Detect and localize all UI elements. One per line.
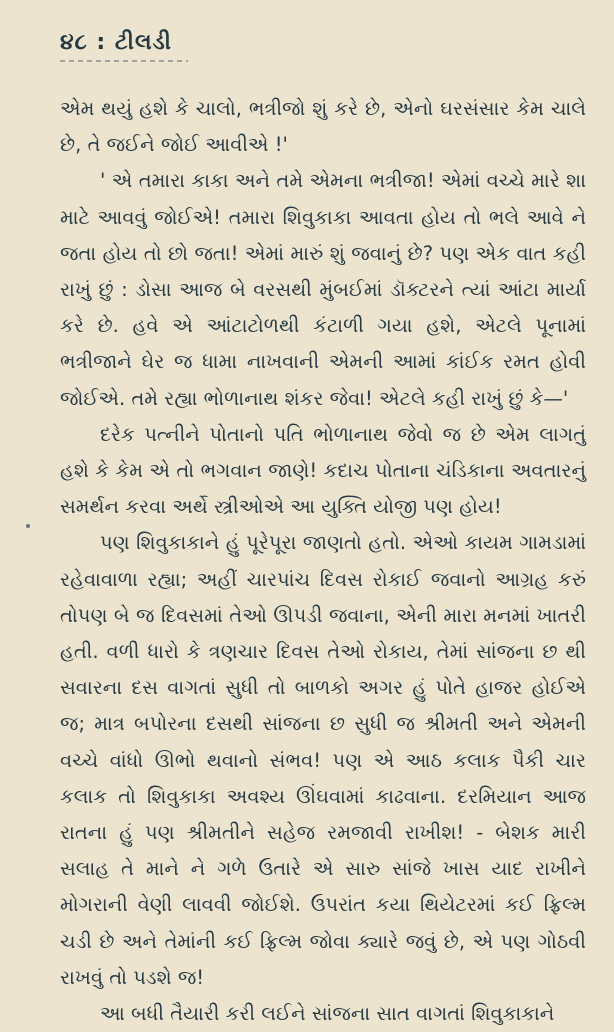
wavy-rule-ornament — [60, 57, 188, 65]
paragraph-dialogue: ' એ તમારા કાકા અને તમે એમના ભત્રીજા! એમાં વચ્ચે મારે શા માટે આવવું જોઈએ! તમારા શિવુકાકા આવતા હોય તો ભલે આવે ને જતા હોય તો છો જતા! એમાં મારું શું જવાનું છે? પણ એક વાત કહી રાખું છું : ડોસા આજ બે વરસથી મુંબઈમાં ડૉક્ટરને ત્યાં આંટા માર્યા કરે છે. હવે એ આંટાટોળથી કંટાળી ગયા હશે, એટલે પૂનામાં ભત્રીજાને ઘેર જ ધામા નાખવાની એમની આમાં કાંઈક રમત હોવી જોઈએ. તમે રહ્યા ભોળાનાથ શંકર જેવા! એટલે કહી રાખું છું કે—' — [60, 169, 586, 410]
paragraph-shivukaka: પણ શિવુકાકાને હું પૂરેપૂરા જાણતો હતો. એઓ કાયમ ગામડામાં રહેવાવાળા રહ્યા; અહીં ચારપાંચ દિવસ રોકાઈ જવાનો આગ્રહ કરું તોપણ બે જ દિવસમાં તેઓ ઊપડી જવાના, એની મારા મનમાં ખાતરી હતી. વળી ધારો કે ત્રણચાર દિવસ તેઓ રોકાય, તેમાં સાંજના છ થી સવારના દસ વાગતાં સુધી તો બાળકો અગર હું પોતે હાજર હોઈએ જ; માત્ર બપોરના દસથી સાંજના છ સુધી જ શ્રીમતી અને એમની વચ્ચે વાંધો ઊભો થવાનો સંભવ! પણ એ આઠ કલાક પૈકી ચાર કલાક તો શિવુકાકા અવશ્ય ઊંઘવામાં કાઢવાના. દરમિયાન આજ રાતના હું પણ શ્રીમતીને સહેજ રમજાવી રાખીશ! - બેશક મારી સલાહ તે માને ને ગળે ઉતારે એ સારુ સાંજે ખાસ યાદ રાખીને મોગરાની વેણી લાવવી જોઈશે. ઉપરાંત કયા થિયેટરમાં કઈ ફ્રિલ્મ ચડી છે અને તેમાંની કઈ ફ્રિલ્મ જોવા ક્યારે જવું છે, એ પણ ગોઠવી રાખવું તો પડશે જ! — [60, 531, 586, 989]
body-text — [60, 91, 586, 1032]
paragraph-narration: દરેક પત્નીને પોતાનો પતિ ભોળાનાથ જેવો જ છે એમ લાગતું હશે કે કેમ એ તો ભગવાન જાણે! કદાચ પોતાના ચંડિકાના અવતારનું સમર્થન કરવા અર્થે સ્ત્રીઓએ આ યુક્તિ યોજી પણ હોય! — [60, 422, 586, 519]
paragraph-final-line: આ બધી તૈયારી કરી લઈને સાંજના સાત વાગતાં શિવુકાકાને — [100, 1002, 555, 1026]
running-head: ૪૮ : ટીલડી — [60, 30, 172, 55]
margin-speck — [26, 524, 30, 528]
paragraph-continuation: એમ થયું હશે કે ચાલો, ભત્રીજો શું કરે છે, એનો ઘરસંસાર કેમ ચાલે છે, તે જઈને જોઈ આવીએ !' — [60, 97, 586, 157]
